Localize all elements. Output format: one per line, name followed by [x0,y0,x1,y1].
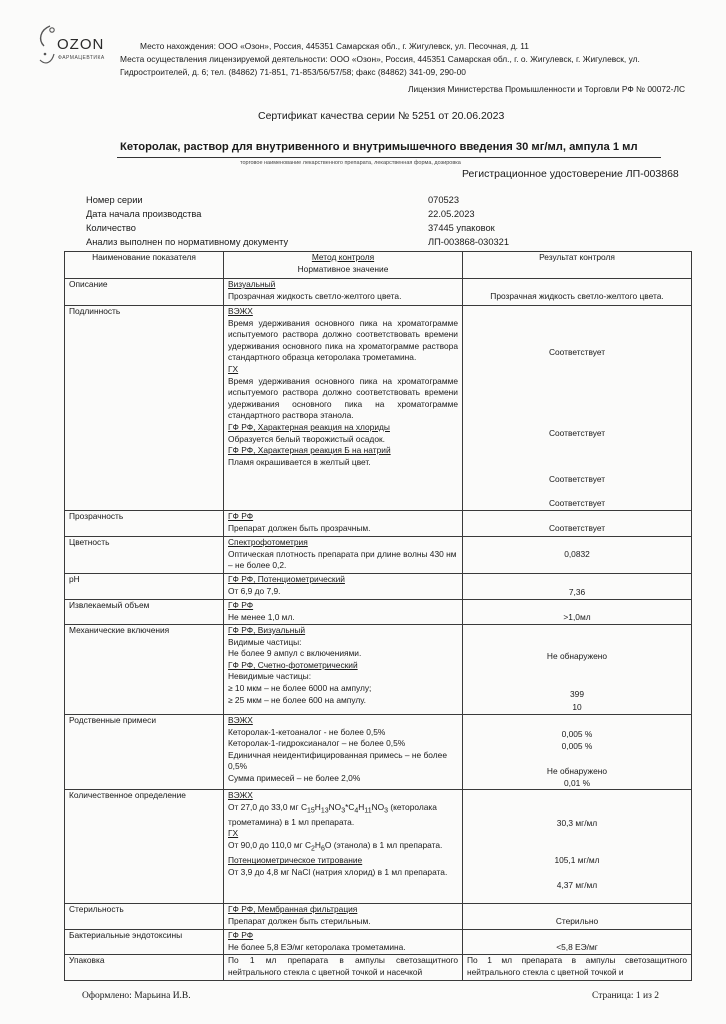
row-norm-text: Оптическая плотность препарата при длине волны 430 нм – не более 0,2. [228,548,457,571]
table-row [65,279,692,306]
header-method [224,252,463,279]
footer-page-number: Страница: 1 из 2 [592,991,660,1001]
row-norm-text: Препарат должен быть прозрачным. [228,522,371,533]
row-method: ГФ РФ [228,930,254,940]
row-norm [224,715,463,790]
product-name: Кеторолак, раствор для внутривенного и внутримышечного введения 30 мг/мл, ампула 1 мл [120,141,638,153]
row-result-text: 0,005 % [561,729,593,739]
formula-sub: 3 [341,807,346,815]
row-name: Упаковка [65,955,224,981]
table-row [65,600,692,625]
row-norm [224,904,463,930]
formula-part: O (этанола) в 1 мл препарата. [324,840,443,851]
row-norm-text: Сумма примесей – не более 2,0% [228,772,361,783]
formula-part: (кеторолака трометамина) в 1 мл препарата. [228,801,437,827]
table-row [65,904,692,930]
row-norm [224,625,463,715]
row-norm [224,306,463,511]
product-caption: торговое наименование лекарственного препарата, лекарственная форма, дозировка [240,160,461,166]
formula-sub: 2 [311,845,315,853]
batch-value: 070523 [428,195,460,205]
row-result [463,600,692,625]
row-norm-text: Кеторолак-1-гидроксианалог – не более 0,5% [228,738,406,749]
row-result-text: 30,3 мг/мл [556,818,598,828]
row-norm [224,790,463,904]
row-result-text: Соответствует [548,498,606,508]
row-result [463,625,692,715]
header-norm-title: Нормативное значение [297,263,389,274]
table-row [65,955,692,981]
row-result [463,537,692,574]
row-norm-text: От 3,9 до 4,8 мг NaCl (натрия хлорид) в 1 мл препарата. [228,866,448,877]
row-name: Родственные примеси [65,715,224,790]
row-method: ГХ [228,363,239,374]
row-method: ВЭЖХ [228,306,253,316]
row-result-text: Прозрачная жидкость светло-желтого цвета. [490,291,664,301]
formula-part: NO [371,801,385,812]
row-result-text: >1,0мл [563,612,591,622]
row-result-text: 0,01 % [563,778,591,788]
table-row [65,306,692,511]
row-method: ГФ РФ [228,511,254,521]
row-result [463,790,692,904]
header-result: Результат контроля [463,252,692,279]
row-norm-text: Не более 9 ампул с включениями. [228,648,362,659]
logo-name: OZON [57,36,105,53]
row-result-text: Соответствует [548,347,606,357]
row-method: ГФ РФ, Потенциометрический [228,574,345,584]
formula-sub: 15 [307,807,315,815]
row-norm-text: Единичная неидентифицированная примесь – не более 0,5% [228,749,447,772]
formula-sub: 13 [320,807,329,815]
row-norm-formula [228,802,437,827]
row-method: ГФ РФ, Счетно-фотометрический [228,659,358,670]
row-norm-text: Препарат должен быть стерильным. [228,915,371,926]
row-norm-text: Невидимые частицы: [228,671,312,682]
quantity-value: 37445 упаковок [428,223,495,233]
row-result [463,511,692,537]
header-contacts: Гидростроителей, д. 6; тел. (84862) 71-851, 71-853/56/57/58; факс (84862) 341-09, 290-00 [120,67,466,77]
header-license: Лицензия Министерства Промышленности и Торговли РФ № 00072-ЛС [408,84,685,94]
batch-label: Номер серии [86,195,143,205]
row-norm-text: Пламя окрашивается в желтый цвет. [228,456,371,467]
row-method: ГФ РФ, Характерная реакция Б на натрий [228,445,391,456]
row-result-text: Соответствует [548,523,606,533]
formula-sub: 6 [320,845,325,853]
row-norm [224,574,463,600]
row-result-text: 0,005 % [561,741,593,751]
row-result: По 1 мл препарата в ампулы светозащитного нейтрального стекла с цветной точкой и [463,955,692,981]
header-indicator: Наименование показателя [65,252,224,279]
norm-doc-value: ЛП-003868-030321 [428,237,510,247]
table-row [65,511,692,537]
row-norm-formula [228,840,443,853]
row-norm-text: ≥ 10 мкм – не более 6000 на ампулу; [228,682,372,693]
row-result-text: 0,0832 [564,549,590,559]
row-result [463,715,692,790]
formula-part: H [358,801,365,812]
row-name: Бактериальные эндотоксины [65,930,224,955]
quantity-label: Количество [86,223,136,233]
row-name: Цветность [65,537,224,574]
row-norm-text: Время удерживания основного пика на хроматограмме испытуемого раствора должно соответствовать времени удерживания основного пика на хроматограмме раствора стандартного образца кеторолака трометамина. [228,317,458,363]
product-underline [117,157,661,158]
row-method: ВЭЖХ [228,790,253,800]
row-result-text: Соответствует [548,428,606,438]
row-norm [224,279,463,306]
registration-number: Регистрационное удостоверение ЛП-003868 [462,168,679,180]
start-date-label: Дата начала производства [86,209,202,219]
row-result-text: 4,37 мг/мл [556,880,598,890]
row-norm: По 1 мл препарата в ампулы светозащитного нейтрального стекла с цветной точкой и насечкой [224,955,463,981]
header-address: Место нахождения: ООО «Озон», Россия, 445351 Самарская обл., г. Жигулевск, ул. Песочная, д. 11 [140,41,529,51]
table-row [65,625,692,715]
formula-part: От 90,0 до 110,0 мг C [228,840,312,851]
row-name: Количественное определение [65,790,224,904]
table-row [65,790,692,904]
row-norm [224,511,463,537]
row-norm-text: Образуется белый творожистый осадок. [228,433,385,444]
row-result-text: Соответствует [548,474,606,484]
header-method-title: Метод контроля [311,252,375,262]
formula-part: H [314,840,321,851]
formula-part: NO [328,801,342,812]
row-norm-text: Не менее 1,0 мл. [228,611,295,622]
row-result-text: Не обнаружено [546,651,608,661]
table-row [65,930,692,955]
row-name: Стерильность [65,904,224,930]
row-name: Описание [65,279,224,306]
row-norm [224,930,463,955]
footer-prepared-by: Оформлено: Марьина И.В. [82,991,191,1001]
logo-subtitle: ФАРМАЦЕВТИКА [58,55,105,61]
table-header-row [65,252,692,279]
row-method: Визуальный [228,279,276,289]
row-name: Извлекаемый объем [65,600,224,625]
row-method: ГХ [228,828,239,839]
row-norm [224,600,463,625]
formula-part: H [314,801,321,812]
row-name: Прозрачность [65,511,224,537]
row-name: Механические включения [65,625,224,715]
certificate-title: Сертификат качества серии № 5251 от 20.06.2023 [258,110,505,122]
row-norm-text: Время удерживания основного пика на хроматограмме испытуемого раствора должно соответствовать времени удерживания основного пика на хроматограмме стандартного раствора этанола. [228,375,458,421]
row-method: ГФ РФ [228,600,254,610]
start-date-value: 22.05.2023 [428,209,475,219]
row-result [463,930,692,955]
row-result [463,306,692,511]
row-method: ВЭЖХ [228,715,253,725]
row-result [463,904,692,930]
header-licensed-sites: Места осуществления лицензируемой деятельности: ООО «Озон», Россия, 445351 Самарская обл., г. о. Жигулевск, г. Жигулевск, ул. [120,54,640,64]
quality-table [64,251,692,981]
row-norm-text: Не более 5,8 ЕЭ/мг кеторолака трометамина. [228,941,406,952]
row-method: Потенциометрическое титрование [228,855,363,866]
row-norm [224,537,463,574]
formula-sub: 11 [364,807,372,815]
row-result-text: Стерильно [555,916,599,926]
row-result-text: 7,36 [568,587,586,597]
formula-sub: 3 [384,807,389,815]
formula-sub: 4 [354,807,359,815]
norm-doc-label: Анализ выполнен по нормативному документу [86,237,289,247]
row-norm-text: Кеторолак-1-кетоаналог - не более 0,5% [228,726,386,737]
row-name: pH [65,574,224,600]
row-result-text: 399 [570,689,584,699]
row-result-text: Не обнаружено [546,766,608,776]
row-norm-text: Видимые частицы: [228,636,302,647]
row-result [463,574,692,600]
row-method: ГФ РФ, Характерная реакция на хлориды [228,421,390,432]
table-row [65,537,692,574]
row-result-text: <5,8 ЕЭ/мг [556,942,598,952]
row-norm-text: От 6,9 до 7,9. [228,585,281,596]
row-result [463,279,692,306]
row-name: Подлинность [65,306,224,511]
row-method: ГФ РФ, Визуальный [228,625,306,635]
row-norm-text: Прозрачная жидкость светло-желтого цвета. [228,290,402,301]
formula-part: *C [345,801,355,812]
row-method: Спектрофотометрия [228,537,308,547]
row-method: ГФ РФ, Мембранная фильтрация [228,904,358,914]
row-result-text: 105,1 мг/мл [554,855,600,865]
table-row [65,574,692,600]
row-norm-text: ≥ 25 мкм – не более 600 на ампулу. [228,694,366,705]
row-result-text: 10 [572,702,582,712]
formula-part: От 27,0 до 33,0 мг C [228,801,307,812]
table-row [65,715,692,790]
